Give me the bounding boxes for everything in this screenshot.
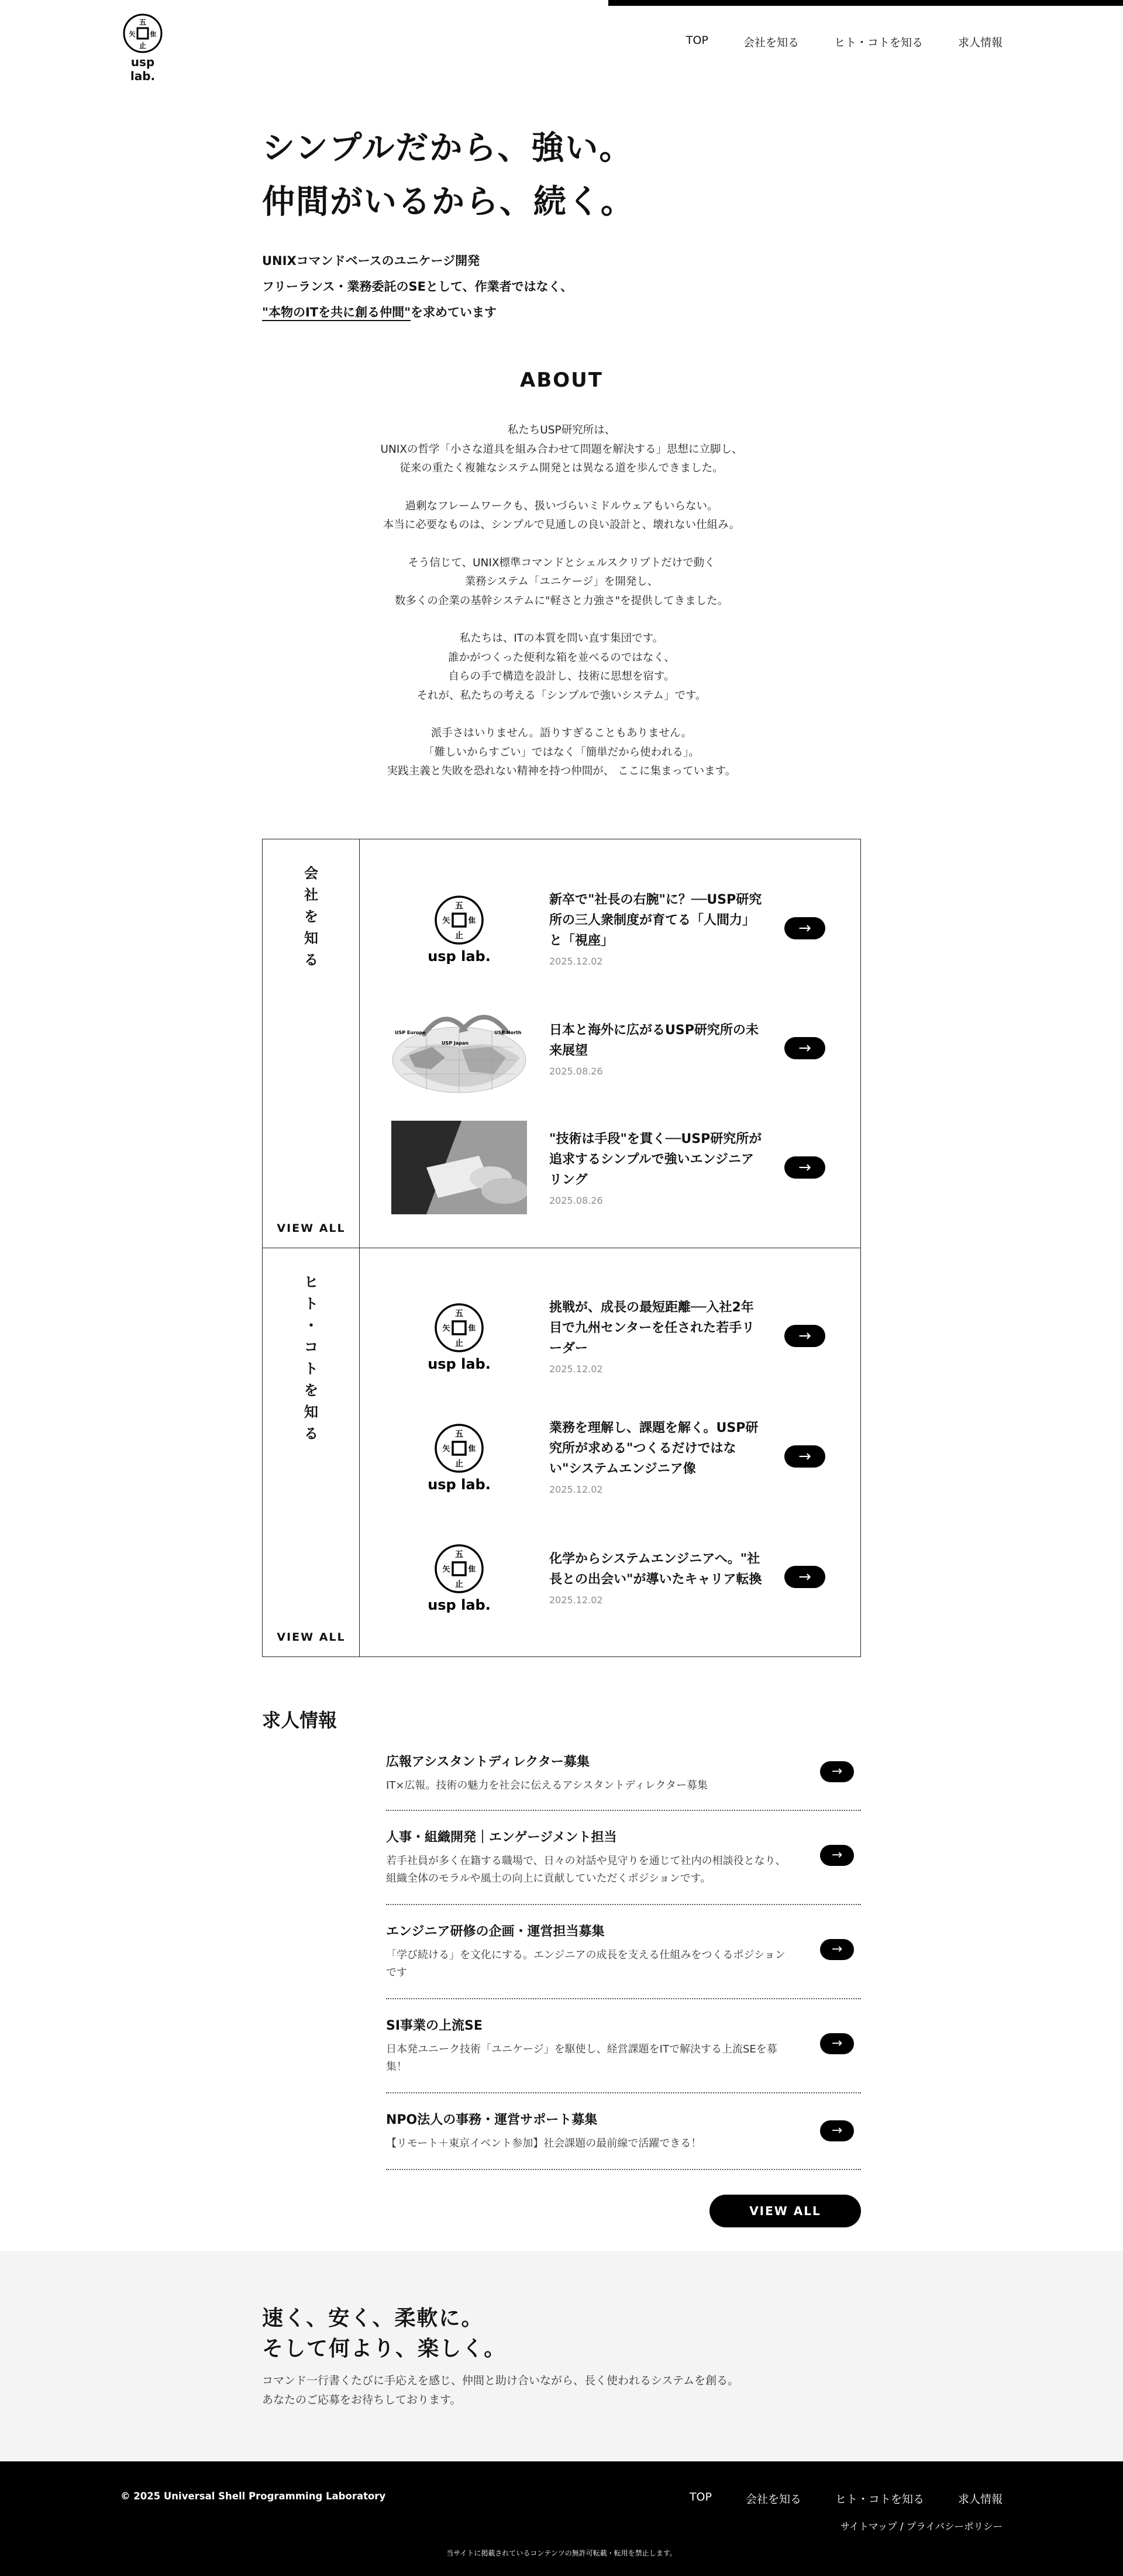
job-title: エンジニア研修の企画・運営担当募集 <box>386 1924 605 1939</box>
arrow-right-icon[interactable]: → <box>784 1566 825 1588</box>
site-logo[interactable] <box>120 13 165 83</box>
svg-text:隹: 隹 <box>150 30 157 38</box>
about-paragraph <box>0 724 1123 781</box>
jobs-list <box>386 1746 861 2170</box>
svg-text:矢: 矢 <box>442 1565 450 1574</box>
about-line: 本当に必要なものは、シンプルで見通しの良い設計と、壊れない仕組み。 <box>383 519 740 531</box>
article-text <box>549 1530 766 1624</box>
svg-text:矢: 矢 <box>442 1445 450 1454</box>
article-title: 挑戦が、成長の最短距離──入社2年目で九州センターを任された若手リーダー <box>549 1300 755 1356</box>
nav-company[interactable]: 会社を知る <box>743 36 799 49</box>
hero-sub-rest: を求めています <box>411 305 497 319</box>
svg-text:矢: 矢 <box>442 917 450 925</box>
copyright: © 2025 Universal Shell Programming Laboratory <box>120 2491 386 2502</box>
vertical-char: ・ <box>304 1317 318 1334</box>
people-side <box>263 1248 360 1657</box>
footer-nav <box>690 2491 1003 2506</box>
svg-text:隹: 隹 <box>468 1324 476 1333</box>
svg-text:隹: 隹 <box>468 1565 476 1574</box>
hero-sub-highlight: "本物のITを共に創る仲間" <box>262 305 411 319</box>
logo-thumb-icon <box>391 1410 527 1503</box>
arrow-right-icon[interactable]: → <box>784 1445 825 1468</box>
closing-body-line1: コマンド一行書くたびに手応えを感じ、仲間と助け合いながら、長く使われるシステムを創る。 <box>262 2374 739 2387</box>
closing-title-line2: そして何より、楽しく。 <box>262 2337 507 2361</box>
svg-text:止: 止 <box>139 42 147 50</box>
logo-thumb-icon <box>391 1289 527 1383</box>
about-line: 実践主義と失敗を恐れない精神を持つ仲間が、 ここに集まっています。 <box>387 765 736 777</box>
svg-text:五: 五 <box>455 1309 463 1318</box>
job-description: IT×広報。技術の魅力を社会に伝えるアシスタントディレクター募集 <box>386 1779 708 1792</box>
svg-text:矢: 矢 <box>442 1324 450 1333</box>
svg-text:usp lab.: usp lab. <box>428 1597 491 1613</box>
about-line: UNIXの哲学「小さな道具を組み合わせて問題を解決する」思想に立脚し、 <box>380 443 743 456</box>
job-item[interactable] <box>386 2093 861 2170</box>
closing-title-line1: 速く、安く、柔軟に。 <box>262 2306 484 2330</box>
jobs-view-all-button[interactable]: VIEW ALL <box>709 2195 861 2227</box>
vertical-char: 知 <box>304 1404 318 1420</box>
job-description: 日本発ユニーク技術「ユニケージ」を駆使し、経営課題をITで解決する上流SEを募集！ <box>386 2043 777 2073</box>
arrow-right-icon[interactable]: → <box>820 2120 854 2141</box>
article-date: 2025.12.02 <box>549 1484 603 1495</box>
hero-sub-line2: フリーランス・業務委託のSEとして、作業者ではなく、 <box>262 280 573 294</box>
about-paragraph <box>0 554 1123 611</box>
nav-jobs[interactable]: 求人情報 <box>957 36 1003 49</box>
article-date: 2025.08.26 <box>549 1065 603 1077</box>
article-date: 2025.12.02 <box>549 956 603 967</box>
svg-text:usp lab.: usp lab. <box>428 948 491 965</box>
about-paragraph <box>0 421 1123 478</box>
about-line: 過剰なフレームワークも、扱いづらいミドルウェアもいらない。 <box>405 500 718 512</box>
company-side <box>263 839 360 1248</box>
article-thumbnail-photo <box>391 1121 527 1214</box>
article-title: 新卒で"社長の右腕"に？──USP研究所の三人衆制度が育てる「人間力」と「視座」 <box>549 893 762 948</box>
article-title: "技術は手段"を貫く──USP研究所が追求するシンプルで強いエンジニアリング <box>549 1132 762 1187</box>
vertical-char: を <box>304 1382 318 1399</box>
people-section <box>262 1248 861 1657</box>
vertical-char: ヒ <box>304 1274 318 1290</box>
nav-top[interactable]: TOP <box>685 34 708 47</box>
arrow-right-icon[interactable]: → <box>784 1037 825 1059</box>
article-title: 日本と海外に広がるUSP研究所の未来展望 <box>549 1022 759 1058</box>
about-line: 派手さはいりません。語りすぎることもありません。 <box>430 727 693 739</box>
privacy-policy-link[interactable]: プライバシーポリシー <box>906 2521 1003 2532</box>
about-line: 従来の重たく複雑なシステム開発とは異なる道を歩んできました。 <box>399 462 724 474</box>
about-body <box>0 421 1123 800</box>
about-paragraph <box>0 497 1123 535</box>
closing-body-line2: あなたのご応募をお待ちしております。 <box>262 2394 461 2406</box>
article-thumbnail-logo <box>391 1530 527 1624</box>
vertical-char: る <box>304 1425 318 1442</box>
svg-text:五: 五 <box>455 1430 463 1439</box>
about-line: 私たちは、ITの本質を問い直す集団です。 <box>459 632 664 645</box>
vertical-char: ト <box>304 1361 318 1377</box>
vertical-char: 社 <box>304 887 318 903</box>
people-article-3[interactable] <box>391 1530 836 1624</box>
svg-text:USP North: USP North <box>494 1030 522 1035</box>
svg-text:隹: 隹 <box>468 1445 476 1454</box>
article-title: 化学からシステムエンジニアへ。"社長との出会い"が導いたキャリア転換 <box>549 1551 762 1587</box>
footer-note: 当サイトに掲載されているコンテンツの無許可転載・転用を禁止します。 <box>446 2549 677 2557</box>
keyboard-photo-icon <box>391 1121 527 1214</box>
footer-nav-people[interactable]: ヒト・コトを知る <box>835 2493 924 2506</box>
about-paragraph <box>0 629 1123 705</box>
svg-text:止: 止 <box>455 1339 463 1348</box>
arrow-right-icon[interactable]: → <box>820 1761 854 1782</box>
about-line: 数多くの企業の基幹システムに"軽さと力強さ"を提供してきました。 <box>394 594 729 607</box>
svg-text:五: 五 <box>455 1550 463 1559</box>
footer-links <box>840 2519 1003 2533</box>
article-thumbnail-logo <box>391 1410 527 1503</box>
vertical-char: 知 <box>304 930 318 946</box>
people-view-all-link[interactable]: VIEW ALL <box>277 1631 346 1644</box>
svg-text:矢: 矢 <box>129 30 136 38</box>
about-line: 業務システム「ユニケージ」を開発し、 <box>464 576 659 588</box>
people-article-1[interactable] <box>391 1289 836 1383</box>
job-title: SI事業の上流SE <box>386 2019 483 2033</box>
logo-text: usp lab. <box>130 55 156 83</box>
logo-thumb-icon <box>391 881 527 975</box>
company-vertical-label <box>263 863 360 971</box>
job-title: 人事・組織開発｜エンゲージメント担当 <box>386 1830 617 1845</box>
article-text <box>549 1121 766 1214</box>
job-description: 「学び続ける」を文化にする。エンジニアの成長を支える仕組みをつくるポジションです <box>386 1949 786 1979</box>
closing-title <box>262 2303 506 2364</box>
job-item[interactable] <box>386 1746 861 1811</box>
article-thumbnail-logo <box>391 881 527 975</box>
hero-subtitle <box>262 248 573 325</box>
vertical-char: 会 <box>304 865 318 881</box>
arrow-right-icon[interactable]: → <box>820 1939 854 1960</box>
company-article-2[interactable] <box>391 1001 836 1095</box>
arrow-right-icon[interactable]: → <box>784 1325 825 1347</box>
article-thumbnail-logo <box>391 1289 527 1383</box>
logo-emblem-icon <box>122 13 163 54</box>
world-map-icon <box>391 1001 527 1095</box>
article-text <box>549 1289 766 1383</box>
closing-section <box>0 2251 1123 2461</box>
people-vertical-label <box>263 1272 360 1445</box>
hero-sub-line1: UNIXコマンドベースのユニケージ開発 <box>262 254 480 268</box>
sitemap-link[interactable]: サイトマップ <box>840 2521 897 2532</box>
footer-nav-top[interactable]: TOP <box>689 2491 712 2503</box>
top-accent-bar <box>608 0 1123 6</box>
vertical-char: コ <box>304 1339 318 1355</box>
article-date: 2025.12.02 <box>549 1594 603 1606</box>
nav-people[interactable]: ヒト・コトを知る <box>833 36 923 49</box>
jobs-heading: 求人情報 <box>262 1709 337 1731</box>
job-description: 【リモート＋東京イベント参加】社会課題の最前線で活躍できる！ <box>386 2137 702 2150</box>
job-item[interactable] <box>386 1811 861 1905</box>
hero-title-line1: シンプルだから、強い。 <box>262 129 633 167</box>
logo-thumb-icon <box>391 1530 527 1624</box>
vertical-char: る <box>304 952 318 968</box>
about-line: そう信じて、UNIX標準コマンドとシェルスクリプトだけで動く <box>408 556 715 569</box>
job-title: 広報アシスタントディレクター募集 <box>386 1755 590 1769</box>
svg-text:USP Japan: USP Japan <box>442 1041 469 1046</box>
svg-text:止: 止 <box>455 1580 463 1589</box>
hero-title-line2: 仲間がいるから、続く。 <box>262 183 635 221</box>
company-view-all-link[interactable]: VIEW ALL <box>277 1222 346 1235</box>
svg-text:五: 五 <box>455 901 463 911</box>
footer-nav-jobs[interactable]: 求人情報 <box>957 2493 1003 2506</box>
hero-title <box>262 122 635 229</box>
article-thumbnail-map <box>391 1001 527 1095</box>
hero-sub-line3 <box>262 299 573 325</box>
svg-text:usp lab.: usp lab. <box>428 1476 491 1493</box>
people-article-2[interactable] <box>391 1410 836 1503</box>
company-article-3[interactable] <box>391 1121 836 1214</box>
article-date: 2025.08.26 <box>549 1195 603 1206</box>
svg-text:止: 止 <box>455 931 463 941</box>
about-line: 「難しいからすごい」ではなく「簡単だから使われる」。 <box>423 746 700 759</box>
about-heading: ABOUT <box>520 369 603 392</box>
company-section <box>262 839 861 1248</box>
article-title: 業務を理解し、課題を解く。USP研究所が求める"つくるだけではない"システムエンジニア像 <box>549 1421 759 1476</box>
svg-text:隹: 隹 <box>468 917 476 925</box>
job-item[interactable] <box>386 1905 861 1999</box>
arrow-right-icon[interactable]: → <box>784 917 825 939</box>
vertical-char: を <box>304 908 318 925</box>
svg-text:五: 五 <box>139 18 147 26</box>
vertical-char: ト <box>304 1296 318 1312</box>
arrow-right-icon[interactable]: → <box>820 1845 854 1866</box>
article-text <box>549 881 766 975</box>
article-text <box>549 1410 766 1503</box>
about-line: 自らの手で構造を設計し、技術に思想を宿す。 <box>448 670 675 683</box>
about-line: それが、私たちの考える「シンプルで強いシステム」です。 <box>416 689 707 702</box>
arrow-right-icon[interactable]: → <box>820 2033 854 2054</box>
footer <box>0 2461 1123 2576</box>
company-article-1[interactable] <box>391 881 836 975</box>
article-text <box>549 1001 766 1095</box>
svg-text:usp lab.: usp lab. <box>428 1356 491 1372</box>
job-title: NPO法人の事務・運営サポート募集 <box>386 2113 598 2127</box>
arrow-right-icon[interactable]: → <box>784 1156 825 1179</box>
footer-link-separator: / <box>897 2521 907 2532</box>
footer-nav-company[interactable]: 会社を知る <box>745 2493 801 2506</box>
job-item[interactable] <box>386 1999 861 2093</box>
about-line: 私たちUSP研究所は、 <box>507 424 616 436</box>
about-line: 誰かがつくった便利な箱を並べるのではなく、 <box>448 651 675 664</box>
main-nav <box>686 34 1003 50</box>
svg-text:USP Europe: USP Europe <box>395 1030 426 1035</box>
job-description: 若手社員が多く在籍する職場で、日々の対話や見守りを通じて社内の相談役となり、組織全体のモラルや風土の向上に貢献していただくポジションです。 <box>386 1855 786 1885</box>
svg-text:止: 止 <box>455 1459 463 1469</box>
closing-body <box>262 2371 739 2410</box>
article-date: 2025.12.02 <box>549 1363 603 1375</box>
